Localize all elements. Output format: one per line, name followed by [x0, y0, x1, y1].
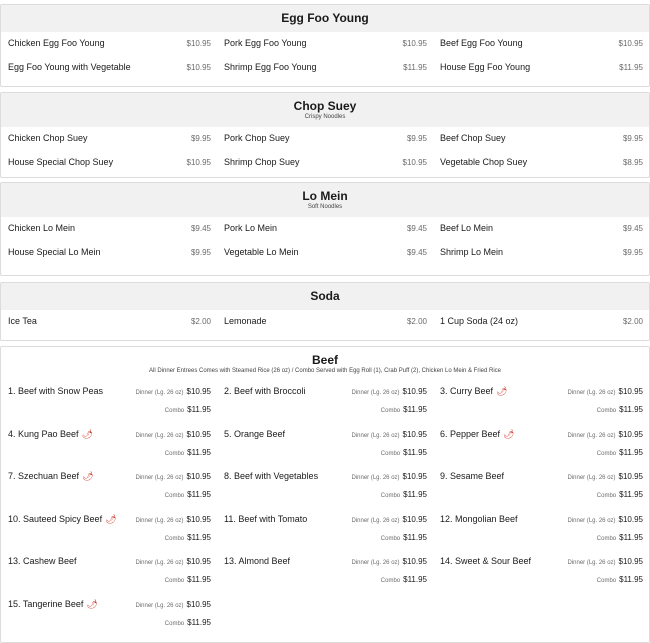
chili-pepper-icon: 🌶: [82, 471, 94, 481]
dinner-price-row: [136, 387, 212, 396]
item-name: Shrimp Chop Suey: [224, 157, 300, 167]
combo-price: $11.95: [403, 490, 427, 499]
combo-price-row: [165, 575, 211, 584]
item-name-text: 2. Beef with Broccoli: [224, 386, 306, 396]
item-name-text: 1. Beef with Snow Peas: [8, 386, 104, 396]
menu-grid: [1, 127, 649, 175]
item-name-text: 6. Pepper Beef: [440, 428, 501, 439]
dinner-price: $10.95: [402, 387, 427, 396]
item-name: [8, 429, 93, 440]
item-name: [8, 599, 98, 610]
combo-label: Combo: [380, 535, 401, 542]
dinner-label: Dinner (Lg. 26 oz): [351, 432, 400, 439]
item-name: Pork Lo Mein: [224, 223, 278, 233]
chili-pepper-icon: 🌶: [105, 513, 117, 524]
item-price: $10.95: [402, 158, 427, 167]
menu-item[interactable]: [1, 151, 217, 175]
beef-menu-item[interactable]: [433, 426, 649, 469]
combo-price: $11.95: [187, 575, 211, 584]
combo-label: Combo: [596, 408, 617, 414]
beef-menu-item[interactable]: [1, 511, 217, 554]
menu-item[interactable]: [433, 217, 649, 241]
combo-price-row: [165, 533, 211, 542]
dinner-price: $10.95: [618, 557, 643, 566]
item-name-text: 14. Sweet & Sour Beef: [440, 556, 532, 566]
combo-price-row: [381, 448, 427, 457]
combo-label: Combo: [164, 620, 185, 627]
dinner-price: $10.95: [186, 429, 211, 439]
menu-item[interactable]: [217, 32, 433, 56]
dinner-price-row: [136, 600, 212, 609]
item-name: 1 Cup Soda (24 oz): [440, 316, 519, 326]
item-name: Vegetable Chop Suey: [440, 157, 528, 167]
section-soda: [0, 282, 650, 341]
combo-price-row: [597, 448, 643, 457]
item-price: $10.95: [402, 39, 427, 48]
combo-price: $11.95: [187, 617, 211, 627]
menu-item[interactable]: [217, 127, 433, 151]
combo-price: $11.95: [403, 447, 427, 457]
item-name: Chicken Egg Foo Young: [8, 38, 105, 48]
item-name: Vegetable Lo Mein: [224, 247, 299, 257]
item-name: [8, 514, 117, 525]
combo-price: $11.95: [403, 575, 427, 584]
item-name-text: 13. Almond Beef: [224, 556, 291, 566]
combo-label: Combo: [596, 493, 617, 499]
item-name: [224, 556, 290, 566]
item-name-text: 15. Tangerine Beef: [8, 598, 84, 609]
item-price: $10.95: [186, 158, 211, 167]
beef-menu-item[interactable]: [433, 511, 649, 554]
item-name: [440, 556, 531, 566]
dinner-price: $10.95: [402, 557, 427, 566]
item-name: Ice Tea: [8, 316, 37, 326]
item-price: $9.95: [190, 248, 211, 257]
dinner-price: $10.95: [186, 472, 211, 481]
combo-price: $11.95: [619, 447, 643, 457]
dinner-price: $10.95: [402, 429, 427, 439]
dinner-price-row: [568, 387, 644, 396]
combo-label: Combo: [596, 535, 617, 542]
combo-price: $11.95: [619, 405, 643, 414]
combo-label: Combo: [164, 493, 185, 499]
dinner-label: Dinner (Lg. 26 oz): [135, 432, 184, 439]
dinner-price: $10.95: [186, 387, 211, 396]
section-header: [1, 5, 649, 32]
beef-menu-item[interactable]: [433, 468, 649, 511]
item-name: Pork Egg Foo Young: [224, 38, 307, 48]
dinner-price: $10.95: [618, 514, 643, 524]
dinner-price-row: [136, 557, 212, 566]
combo-label: Combo: [380, 493, 401, 499]
item-name-text: 7. Szechuan Beef: [8, 471, 80, 481]
dinner-label: Dinner (Lg. 26 oz): [351, 560, 400, 566]
combo-price-row: [381, 575, 427, 584]
menu-item[interactable]: [1, 310, 217, 334]
item-name: [224, 386, 306, 396]
chili-pepper-icon: 🌶: [81, 428, 93, 439]
item-name: [8, 471, 94, 482]
dinner-price: $10.95: [618, 387, 643, 396]
item-name: Beef Egg Foo Young: [440, 38, 523, 48]
item-name: Beef Chop Suey: [440, 133, 506, 143]
item-name-text: 10. Sauteed Spicy Beef: [8, 513, 103, 524]
section-title: Soda: [310, 289, 340, 303]
combo-price: $11.95: [403, 405, 427, 414]
chili-pepper-icon: 🌶: [496, 386, 508, 396]
dinner-price-row: [568, 515, 644, 524]
section-header: [1, 283, 649, 310]
combo-price: $11.95: [403, 532, 427, 542]
combo-price: $11.95: [187, 490, 211, 499]
dinner-label: Dinner (Lg. 26 oz): [567, 475, 616, 481]
combo-price: $11.95: [187, 532, 211, 542]
dinner-price-row: [568, 430, 644, 439]
combo-price-row: [597, 405, 643, 414]
beef-menu-item[interactable]: [1, 553, 217, 596]
menu-item[interactable]: [433, 310, 649, 334]
dinner-price-row: [136, 430, 212, 439]
dinner-label: Dinner (Lg. 26 oz): [135, 390, 184, 396]
section-subtitle: Soft Noodles: [307, 204, 343, 210]
dinner-price: $10.95: [186, 599, 211, 609]
item-price: $10.95: [186, 39, 211, 48]
combo-label: Combo: [380, 450, 401, 457]
item-name: [440, 386, 507, 397]
item-name-text: 3. Curry Beef: [440, 386, 494, 396]
item-name: House Special Lo Mein: [8, 247, 101, 257]
section-header: [1, 93, 649, 127]
beef-menu-item[interactable]: [1, 383, 217, 426]
item-price: $10.95: [618, 39, 643, 48]
section-subtitle: All Dinner Entrees Comes with Steamed Rice (26 oz) / Combo Served with Egg Roll (1), Crab Puff (2), Chicken Lo Mein & Fried Rice: [148, 368, 502, 374]
item-price: $2.00: [190, 317, 211, 326]
beef-menu-item[interactable]: [1, 596, 217, 639]
item-price: $9.95: [622, 248, 643, 257]
item-price: $9.95: [406, 134, 427, 143]
menu-item[interactable]: [217, 56, 433, 80]
section-egg-foo-young: [0, 4, 650, 87]
dinner-price: $10.95: [402, 472, 427, 481]
combo-label: Combo: [380, 408, 401, 414]
beef-menu-item[interactable]: [1, 426, 217, 469]
chili-pepper-icon: 🌶: [503, 428, 515, 439]
menu-item[interactable]: [217, 151, 433, 175]
item-price: $9.95: [190, 134, 211, 143]
combo-price-row: [597, 490, 643, 499]
dinner-label: Dinner (Lg. 26 oz): [567, 560, 616, 566]
item-name: Chicken Lo Mein: [8, 223, 76, 233]
section-title: Lo Mein: [302, 189, 348, 203]
menu-item[interactable]: [1, 241, 217, 265]
item-name: House Special Chop Suey: [8, 157, 114, 167]
item-name: [224, 471, 318, 481]
dinner-price: $10.95: [186, 514, 211, 524]
chili-pepper-icon: 🌶: [86, 598, 98, 609]
menu-item[interactable]: [433, 241, 649, 265]
dinner-price-row: [568, 557, 644, 566]
section-title: Egg Foo Young: [281, 11, 369, 25]
dinner-price-row: [352, 515, 428, 524]
combo-label: Combo: [596, 578, 617, 584]
item-name: [8, 386, 103, 396]
item-name: Lemonade: [224, 316, 267, 326]
dinner-label: Dinner (Lg. 26 oz): [351, 390, 400, 396]
item-name-text: 8. Beef with Vegetables: [224, 471, 319, 481]
item-name: [440, 471, 504, 481]
dinner-label: Dinner (Lg. 26 oz): [135, 475, 184, 481]
dinner-price: $10.95: [618, 429, 643, 439]
item-name-text: 5. Orange Beef: [224, 428, 286, 439]
beef-grid: [1, 383, 649, 638]
beef-menu-item[interactable]: [217, 511, 433, 554]
menu-item[interactable]: [1, 32, 217, 56]
item-name: Pork Chop Suey: [224, 133, 290, 143]
combo-price: $11.95: [619, 490, 643, 499]
section-lo-mein: [0, 182, 650, 276]
menu-item[interactable]: [433, 32, 649, 56]
section-beef: [0, 346, 650, 643]
menu-item[interactable]: [1, 217, 217, 241]
menu-item[interactable]: [433, 56, 649, 80]
beef-menu-item[interactable]: [217, 468, 433, 511]
item-name: House Egg Foo Young: [440, 62, 531, 72]
item-price: $9.45: [622, 224, 643, 233]
item-price: $2.00: [622, 317, 643, 326]
dinner-label: Dinner (Lg. 26 oz): [567, 390, 616, 396]
dinner-price-row: [352, 557, 428, 566]
dinner-price: $10.95: [186, 557, 211, 566]
beef-menu-item[interactable]: [433, 383, 649, 426]
item-price: $11.95: [403, 63, 427, 72]
menu-grid: [1, 32, 649, 80]
item-price: $9.45: [190, 224, 211, 233]
item-name: [8, 556, 77, 566]
dinner-price-row: [352, 430, 428, 439]
item-name: [224, 514, 307, 524]
combo-price-row: [165, 448, 211, 457]
item-name-text: 12. Mongolian Beef: [440, 513, 518, 524]
menu-item[interactable]: [217, 217, 433, 241]
combo-price-row: [597, 575, 643, 584]
section-header: [1, 347, 649, 383]
dinner-price-row: [136, 472, 212, 481]
combo-price: $11.95: [187, 447, 211, 457]
combo-price-row: [165, 490, 211, 499]
section-title: Beef: [311, 353, 338, 367]
combo-label: Combo: [164, 408, 185, 414]
combo-price-row: [381, 533, 427, 542]
combo-price-row: [597, 533, 643, 542]
item-price: $9.45: [406, 248, 427, 257]
item-price: $2.00: [406, 317, 427, 326]
menu-item[interactable]: [1, 56, 217, 80]
item-name: Chicken Chop Suey: [8, 133, 88, 143]
beef-menu-item[interactable]: [1, 468, 217, 511]
dinner-price-row: [136, 515, 212, 524]
dinner-label: Dinner (Lg. 26 oz): [567, 517, 616, 524]
combo-price-row: [381, 405, 427, 414]
beef-menu-item[interactable]: [217, 553, 433, 596]
menu-item[interactable]: [433, 151, 649, 175]
section-header: [1, 183, 649, 217]
item-name: Shrimp Lo Mein: [440, 247, 504, 257]
item-price: $10.95: [186, 63, 211, 72]
menu-item[interactable]: [1, 127, 217, 151]
combo-price-row: [381, 490, 427, 499]
dinner-price: $10.95: [618, 472, 643, 481]
dinner-label: Dinner (Lg. 26 oz): [135, 517, 184, 524]
menu-item[interactable]: [433, 127, 649, 151]
menu-item[interactable]: [217, 310, 433, 334]
dinner-price-row: [352, 387, 428, 396]
item-name-text: 9. Sesame Beef: [440, 471, 505, 481]
item-price: $9.45: [406, 224, 427, 233]
dinner-price: $10.95: [402, 514, 427, 524]
item-name: Shrimp Egg Foo Young: [224, 62, 317, 72]
section-title: Chop Suey: [293, 99, 357, 113]
item-price: $9.95: [622, 134, 643, 143]
dinner-label: Dinner (Lg. 26 oz): [567, 432, 616, 439]
combo-price: $11.95: [187, 405, 211, 414]
beef-menu-item[interactable]: [217, 383, 433, 426]
combo-label: Combo: [164, 450, 185, 457]
menu-grid: [1, 310, 649, 334]
combo-price-row: [165, 618, 211, 627]
item-name: [224, 429, 285, 439]
dinner-price-row: [568, 472, 644, 481]
item-price: $8.95: [622, 158, 643, 167]
dinner-price-row: [352, 472, 428, 481]
item-name-text: 11. Beef with Tomato: [224, 513, 308, 524]
item-name: Beef Lo Mein: [440, 223, 494, 233]
item-name: [440, 429, 514, 440]
beef-menu-item[interactable]: [217, 426, 433, 469]
section-subtitle: Crispy Noodles: [304, 114, 346, 120]
beef-menu-item[interactable]: [433, 553, 649, 596]
combo-price: $11.95: [619, 532, 643, 542]
item-price: $11.95: [619, 63, 643, 72]
section-chop-suey: [0, 92, 650, 178]
combo-price-row: [165, 405, 211, 414]
menu-item[interactable]: [217, 241, 433, 265]
dinner-label: Dinner (Lg. 26 oz): [351, 517, 400, 524]
combo-label: Combo: [596, 450, 617, 457]
menu-grid: [1, 217, 649, 265]
item-name-text: 4. Kung Pao Beef: [8, 428, 79, 439]
dinner-label: Dinner (Lg. 26 oz): [135, 560, 184, 566]
item-name-text: 13. Cashew Beef: [8, 556, 77, 566]
combo-price: $11.95: [619, 575, 643, 584]
dinner-label: Dinner (Lg. 26 oz): [351, 475, 400, 481]
combo-label: Combo: [164, 578, 185, 584]
dinner-label: Dinner (Lg. 26 oz): [135, 602, 184, 609]
combo-label: Combo: [164, 535, 185, 542]
combo-label: Combo: [380, 578, 401, 584]
item-name: [440, 514, 518, 524]
item-name: Egg Foo Young with Vegetable: [8, 62, 131, 72]
